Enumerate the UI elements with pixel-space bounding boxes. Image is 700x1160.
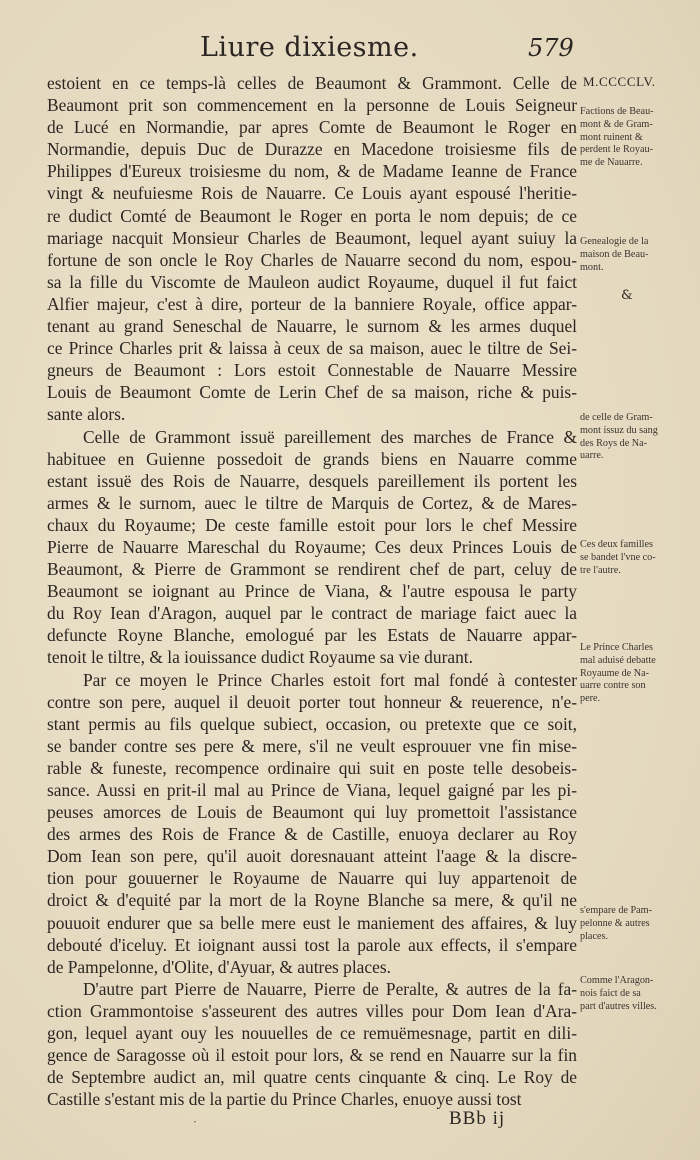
body-line: Castille s'estant mis de la partie du Prince Charles, enuoye aussi tost	[47, 1089, 522, 1110]
margin-note-genealogie	[580, 236, 695, 274]
body-line: estant issuë des Rois de Nauarre, desquels pareillement ils portent les	[47, 470, 577, 491]
margin-note-line: de celle de Gram-	[580, 412, 653, 423]
body-line: Louis de Beaumont Comte de Lerin Chef de sa maison, riche & puis-	[47, 382, 577, 403]
body-line: des armes des Rois de France & de Castille, enuoya declarer au Roy	[47, 824, 577, 845]
body-line: defuncte Royne Blanche, emologué par les Estats de Nauarre appar-	[47, 625, 577, 646]
margin-note-line: s'empare de Pam-	[580, 905, 652, 916]
margin-note-line: des Roys de Na-	[580, 437, 648, 449]
margin-note-line: maison de Beau-	[580, 248, 649, 260]
body-line: Normandie, depuis Duc de Durazze en Macedone troisiesme fils de	[47, 139, 577, 160]
body-line: de Septembre audict an, mil quatre cents cinquante & cinq. Le Roy de	[47, 1067, 577, 1088]
margin-note-line: uarre contre son	[580, 680, 646, 692]
margin-note-line: places.	[580, 930, 609, 942]
body-line: peuses amorces de Louis de Beaumont qui luy promettoit l'assistance	[47, 802, 577, 823]
catch-mark: ·	[193, 1115, 197, 1129]
body-line: Alfier majeur, c'est à dire, porteur de la banniere Royale, office appar-	[47, 293, 577, 314]
body-line: Philippes d'Eureux troisiesme du nom, & de Madame Ieanne de France	[47, 161, 577, 182]
margin-note-line: Genealogie de la	[580, 236, 649, 247]
body-line: gence de Saragosse où il estoit pour lors, & se rend en Nauarre sur la fin	[47, 1045, 577, 1066]
body-line: vingt & neufuiesme Rois de Nauarre. Ce Louis ayant espousé l'heritie-	[47, 183, 577, 204]
body-line: tenoit le tiltre, & la iouissance dudict Royaume sa vie durant.	[47, 647, 473, 668]
signature-mark: BBb ij	[449, 1108, 506, 1129]
body-line: pouuoit endurer que sa belle mere eust le maniement des affaires, & luy	[47, 912, 577, 933]
body-line: de Pampelonne, d'Olite, d'Ayuar, & autres places.	[47, 956, 391, 977]
margin-note-prince-charles	[580, 642, 695, 706]
margin-note-pampelonne	[580, 905, 695, 943]
margin-note-aragonnois	[580, 975, 695, 1013]
margin-note-factions	[580, 106, 695, 170]
margin-note-line: tre l'autre.	[580, 564, 621, 576]
body-line: Beaumont prit son commencement en la personne de Louis Seigneur	[47, 95, 577, 116]
page-header	[0, 30, 700, 70]
body-line: mariage nacquit Monsieur Charles de Beaumont, lequel ayant suiuy la	[47, 227, 577, 248]
running-title: Liure dixiesme.	[200, 32, 419, 63]
margin-note-line: Comme l'Aragon-	[580, 975, 654, 986]
body-line: fortune de son oncle le Roy Charles de Nauarre second du nom, espou-	[47, 249, 577, 270]
margin-note-line: mont issuz du sang	[580, 424, 658, 436]
body-line: estoient en ce temps-là celles de Beaumont & Grammont. Celle de	[47, 73, 577, 93]
body-line: habituee en Guienne possedoit de grands biens en Nauarre comme	[47, 448, 577, 469]
body-line: se bander contre ses pere & mere, s'il ne veult esprouuer vne fin mise-	[47, 735, 577, 756]
margin-note-line: nois faict de sa	[580, 987, 641, 999]
body-line: Beaumont, & Pierre de Grammont se rendirent chef de part, celuy de	[47, 559, 577, 580]
margin-note-line: Le Prince Charles	[580, 642, 653, 653]
margin-note-line: part d'autres villes.	[580, 1000, 657, 1012]
body-line: armes & le surnom, auec le tiltre de Marquis de Cortez, & de Mares-	[47, 492, 577, 513]
body-line: Dom Iean son pere, qu'il auoit doresnauant atteint l'aage & la discre-	[47, 846, 577, 867]
margin-note-deux-familles	[580, 539, 695, 577]
body-line: droict & d'equité par la mort de la Royne Blanche sa mere, & qu'il ne	[47, 890, 577, 911]
body-line: Beaumont se ioignant au Prince de Viana, & l'autre espousa le party	[47, 581, 577, 602]
body-line: Pierre de Nauarre Mareschal du Royaume; Ces deux Princes Louis de	[47, 536, 577, 557]
body-line: stant permis au fils quelque subiect, occasion, ou pretexte que ce soit,	[47, 713, 577, 734]
body-line: sa la fille du Viscomte de Mauleon audict Royaume, duquel il fut faict	[47, 271, 577, 292]
margin-note-line: Factions de Beau-	[580, 106, 654, 117]
body-line: tion pour gouuerner le Royaume de Nauarre qui luy appartenoit de	[47, 868, 577, 889]
body-line: sance. Aussi en prit-il mal au Prince de Viana, lequel gaigné par les pi-	[47, 780, 577, 800]
body-line: chaux du Royaume; De ceste famille estoit pour lors le chef Messire	[47, 514, 577, 535]
body-line: Celle de Grammont issuë pareillement des marches de France &	[83, 426, 577, 447]
margin-year: M.CCCCLV.	[583, 74, 656, 89]
margin-ornament: &	[621, 288, 633, 303]
body-line: Par ce moyen le Prince Charles estoit fort mal fondé à contester	[83, 669, 577, 690]
body-line: D'autre part Pierre de Nauarre, Pierre de Peralte, & autres de la fa-	[83, 978, 577, 999]
margin-note-line: se bandet l'vne co-	[580, 551, 656, 563]
body-line: de Lucé en Normandie, par apres Comte de Beaumont le Roger en	[47, 117, 577, 138]
margin-note-line: Royaume de Na-	[580, 667, 650, 679]
body-line: ce Prince Charles prit & laissa à ceux de sa maison, auec le tiltre de Sei-	[47, 338, 577, 359]
body-line: gon, lequel ayant ouy les nouuelles de ce remuëmesnage, partit en dili-	[47, 1023, 577, 1044]
body-line: debouté d'iceluy. Et ioignant aussi tost la parole aux effects, il s'empare	[47, 934, 577, 955]
margin-note-line: uarre.	[580, 450, 604, 462]
page-number: 579	[528, 34, 574, 62]
margin-note-line: mal aduisé debatte	[580, 654, 656, 666]
margin-note-line: me de Nauarre.	[580, 157, 643, 169]
body-line: re dudict Comté de Beaumont le Roger en porta le nom depuis; de ce	[47, 205, 577, 226]
margin-note-line: Ces deux familles	[580, 539, 653, 550]
main-text-block	[47, 72, 577, 1110]
margin-note-line: pelonne & autres	[580, 917, 650, 929]
margin-note-line: perdent le Royau-	[580, 144, 653, 156]
body-line: rable & funeste, recompence ordinaire qui suit en poste telle desobeis-	[47, 757, 577, 778]
body-line: gneurs de Beaumont : Lors estoit Connestable de Nauarre Messire	[47, 360, 577, 381]
margin-note-line: mont ruinent &	[580, 131, 643, 143]
margin-note-grammont	[580, 412, 695, 463]
body-line: tenant au grand Seneschal de Nauarre, le surnom & les armes duquel	[47, 316, 577, 337]
body-line: du Roy Iean d'Aragon, auquel par le contract de mariage faict auec la	[47, 603, 577, 624]
body-line: contre son pere, auquel il deuoit porter tout honneur & reuerence, n'e-	[47, 691, 577, 712]
margin-note-line: mont & de Gram-	[580, 118, 653, 130]
margin-note-line: mont.	[580, 261, 604, 273]
body-line: ction Grammontoise s'asseurent des autres villes pour Dom Iean d'Ara-	[47, 1000, 577, 1021]
margin-note-line: pere.	[580, 693, 601, 705]
body-line: sante alors.	[47, 404, 126, 425]
